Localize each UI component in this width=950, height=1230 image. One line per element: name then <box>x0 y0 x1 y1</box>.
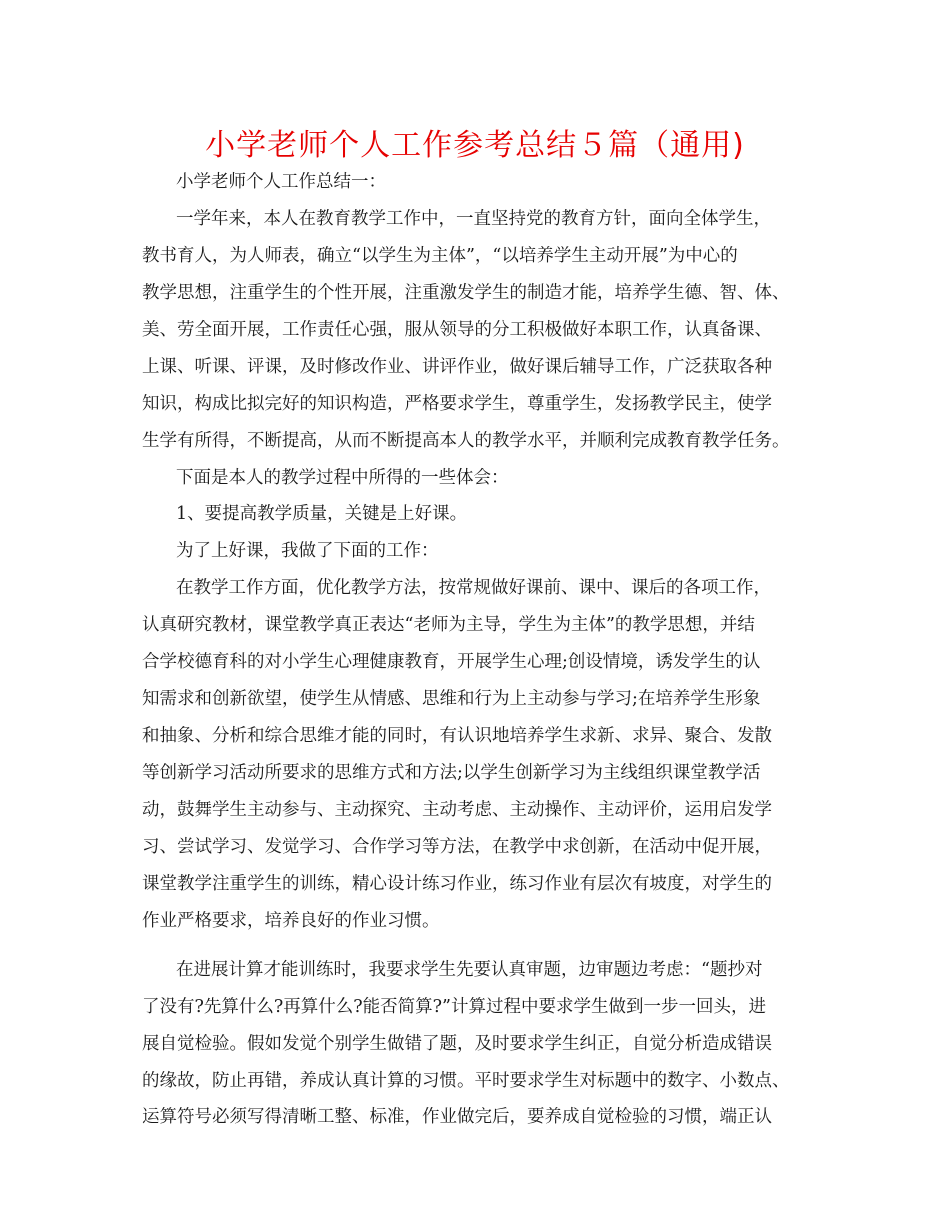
paragraph-line: 课堂教学注重学生的训练，精心设计练习作业，练习作业有层次有坡度，对学生的 <box>142 873 772 894</box>
numbered-point: 1、要提高教学质量，关键是上好课。 <box>176 504 468 525</box>
paragraph-line: 在进展计算才能训练时，我要求学生先要认真审题，边审题边考虑：“题抄对 <box>176 959 763 980</box>
paragraph-line: 生学有所得，不断提高，从而不断提高本人的教学水平，并顺利完成教育教学任务。 <box>142 430 790 451</box>
paragraph-line: 的缘故，防止再错，养成认真计算的习惯。平时要求学生对标题中的数字、小数点、 <box>142 1070 790 1091</box>
paragraph-line: 合学校德育科的对小学生心理健康教育，开展学生心理;创设情境，诱发学生的认 <box>142 652 761 673</box>
paragraph-line: 美、劳全面开展，工作责任心强，服从领导的分工积极做好本职工作，认真备课、 <box>142 319 772 340</box>
paragraph-line: 知需求和创新欲望，使学生从情感、思维和行为上主动参与学习;在培养学生形象 <box>142 689 761 710</box>
document-title: 小学老师个人工作参考总结５篇（通用) <box>205 128 745 163</box>
paragraph-line: 知识，构成比拟完好的知识构造，严格要求学生，尊重学生，发扬教学民主，使学 <box>142 393 772 414</box>
paragraph-line: 一学年来，本人在教育教学工作中，一直坚持党的教育方针，面向全体学生， <box>176 208 771 229</box>
paragraph-line: 认真研究教材，课堂教学真正表达“老师为主导，学生为主体”的教学思想，并结 <box>142 615 755 636</box>
paragraph-line: 在教学工作方面，优化教学方法，按常规做好课前、课中、课后的各项工作， <box>176 578 771 599</box>
paragraph-line: 等创新学习活动所要求的思维方式和方法;以学生创新学习为主线组织课堂教学活 <box>142 763 761 783</box>
paragraph-line: 动，鼓舞学生主动参与、主动探究、主动考虑、主动操作、主动评价，运用启发学 <box>142 799 772 820</box>
paragraph-line: 上课、听课、评课，及时修改作业、讲评作业，做好课后辅导工作，广泛获取各种 <box>142 356 772 377</box>
paragraph-line: 了没有?先算什么?再算什么?能否简算?”计算过程中要求学生做到一步一回头，进 <box>142 996 766 1017</box>
paragraph-line: 下面是本人的教学过程中所得的一些体会： <box>176 467 509 488</box>
paragraph-line: 为了上好课，我做了下面的工作： <box>176 541 439 562</box>
paragraph-line: 教书育人，为人师表，确立“以学生为主体”，“以培养学生主动开展”为中心的 <box>142 245 738 266</box>
paragraph-line: 和抽象、分析和综合思维才能的同时，有认识地培养学生求新、求异、聚合、发散 <box>142 726 772 747</box>
paragraph-line: 运算符号必须写得清晰工整、标准，作业做完后，要养成自觉检验的习惯，端正认 <box>142 1107 772 1128</box>
paragraph-line: 习、尝试学习、发觉学习、合作学习等方法，在教学中求创新，在活动中促开展， <box>142 836 772 857</box>
section-heading: 小学老师个人工作总结一： <box>176 172 386 192</box>
paragraph-gap <box>142 940 824 952</box>
document-body <box>142 164 824 1136</box>
paragraph-line: 展自觉检验。假如发觉个别学生做错了题，及时要求学生纠正，自觉分析造成错误 <box>142 1033 772 1054</box>
paragraph-line: 作业严格要求，培养良好的作业习惯。 <box>142 910 440 931</box>
paragraph-line: 教学思想，注重学生的个性开展，注重激发学生的制造才能，培养学生德、智、体、 <box>142 282 790 303</box>
